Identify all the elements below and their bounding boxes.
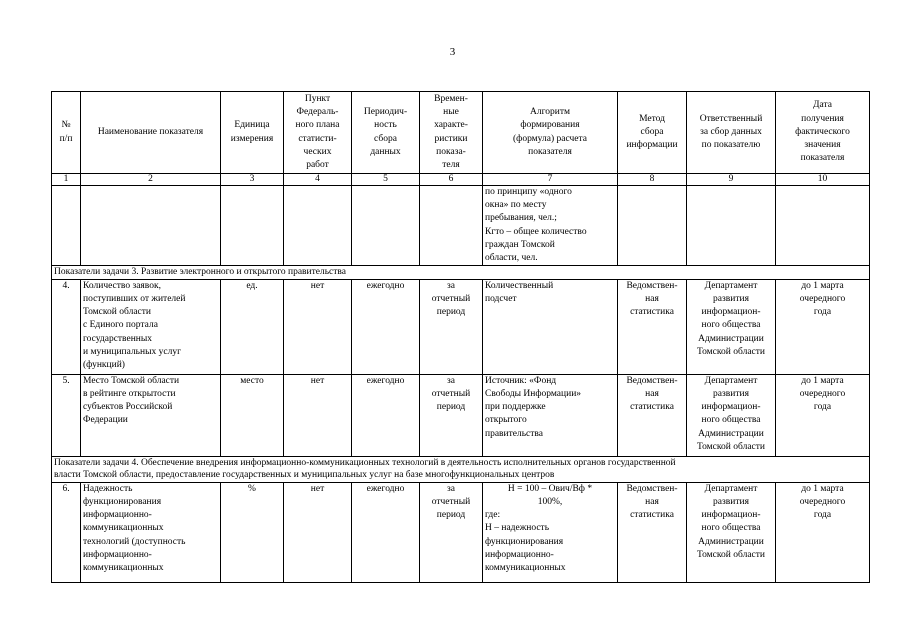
unit: ед. xyxy=(221,279,284,374)
algorithm: Количественный подсчет xyxy=(483,279,618,374)
column-number: 4 xyxy=(284,174,352,186)
header-federal-plan: Пункт Федераль- ного плана статисти- ческих работ xyxy=(284,92,352,174)
column-number: 10 xyxy=(776,174,870,186)
header-num: № п/п xyxy=(52,92,81,174)
page-number: 3 xyxy=(449,46,456,58)
row-number: 5. xyxy=(52,374,81,456)
column-number: 7 xyxy=(483,174,618,186)
responsible: Департамент развития информацион- ного общества Администрации Томской области xyxy=(687,374,776,456)
column-number: 8 xyxy=(618,174,687,186)
table-row-4 xyxy=(52,279,870,374)
section-row-task-4 xyxy=(52,456,870,482)
section-title-task-3: Показатели задачи 3. Развитие электронного и открытого правительства xyxy=(52,266,870,280)
header-name: Наименование показателя xyxy=(81,92,221,174)
section-title-task-4: Показатели задачи 4. Обеспечение внедрения информационно-коммуникационных технологий в деятельность исполнительных органов государственной власти Томской области, предоставление государственных и муниципальных услуг на базе многофункциональных центров xyxy=(52,456,870,482)
header-date: Дата получения фактического значения показателя xyxy=(776,92,870,174)
indicators-table xyxy=(51,91,870,583)
column-number: 9 xyxy=(687,174,776,186)
algorithm: Источник: «Фонд Свободы Информации» при поддержке открытого правительства xyxy=(483,374,618,456)
header-method: Метод сбора информации xyxy=(618,92,687,174)
column-number-row xyxy=(52,174,870,186)
time-characteristics: за отчетный период xyxy=(420,279,483,374)
column-number: 2 xyxy=(81,174,221,186)
continuation-row xyxy=(52,186,870,266)
section-row-task-3 xyxy=(52,266,870,280)
algorithm xyxy=(483,482,618,582)
periodicity: ежегодно xyxy=(352,279,420,374)
date-obtained: до 1 марта очередного года xyxy=(776,482,870,582)
column-number: 5 xyxy=(352,174,420,186)
header-unit: Единица измерения xyxy=(221,92,284,174)
header-time-characteristics: Времен- ные характе- ристики показа- теля xyxy=(420,92,483,174)
periodicity: ежегодно xyxy=(352,374,420,456)
collection-method: Ведомствен- ная статистика xyxy=(618,482,687,582)
federal-plan: нет xyxy=(284,482,352,582)
algorithm-description: где: Н – надежность функционирования информационно- коммуникационных xyxy=(485,510,566,573)
responsible: Департамент развития информацион- ного общества Администрации Томской области xyxy=(687,279,776,374)
unit: % xyxy=(221,482,284,582)
collection-method: Ведомствен- ная статистика xyxy=(618,279,687,374)
column-number: 1 xyxy=(52,174,81,186)
time-characteristics: за отчетный период xyxy=(420,374,483,456)
algorithm-formula: Н = 100 – Ович/Вф * 100%, xyxy=(507,483,593,507)
collection-method: Ведомствен- ная статистика xyxy=(618,374,687,456)
continuation-text: по принципу «одного окна» по месту пребывания, чел.; Кгто – общее количество граждан Томской области, чел. xyxy=(483,186,618,266)
indicator-name: Место Томской области в рейтинге открытости субъектов Российской Федерации xyxy=(81,374,221,456)
date-obtained: до 1 марта очередного года xyxy=(776,374,870,456)
table-row-5 xyxy=(52,374,870,456)
row-number: 6. xyxy=(52,482,81,582)
federal-plan: нет xyxy=(284,279,352,374)
date-obtained: до 1 марта очередного года xyxy=(776,279,870,374)
header-row xyxy=(52,92,870,174)
header-responsible: Ответственный за сбор данных по показателю xyxy=(687,92,776,174)
indicator-name: Надежность функционирования информационно- коммуникационных технологий (доступность информационно- коммуникационных xyxy=(81,482,221,582)
federal-plan: нет xyxy=(284,374,352,456)
column-number: 3 xyxy=(221,174,284,186)
table-row-6 xyxy=(52,482,870,582)
responsible: Департамент развития информацион- ного общества Администрации Томской области xyxy=(687,482,776,582)
periodicity: ежегодно xyxy=(352,482,420,582)
header-algorithm: Алгоритм формирования (формула) расчета показателя xyxy=(483,92,618,174)
indicator-name: Количество заявок, поступивших от жителей Томской области с Единого портала государственных и муниципальных услуг (функций) xyxy=(81,279,221,374)
column-number: 6 xyxy=(420,174,483,186)
unit: место xyxy=(221,374,284,456)
row-number: 4. xyxy=(52,279,81,374)
time-characteristics: за отчетный период xyxy=(420,482,483,582)
header-periodicity: Периодич- ность сбора данных xyxy=(352,92,420,174)
